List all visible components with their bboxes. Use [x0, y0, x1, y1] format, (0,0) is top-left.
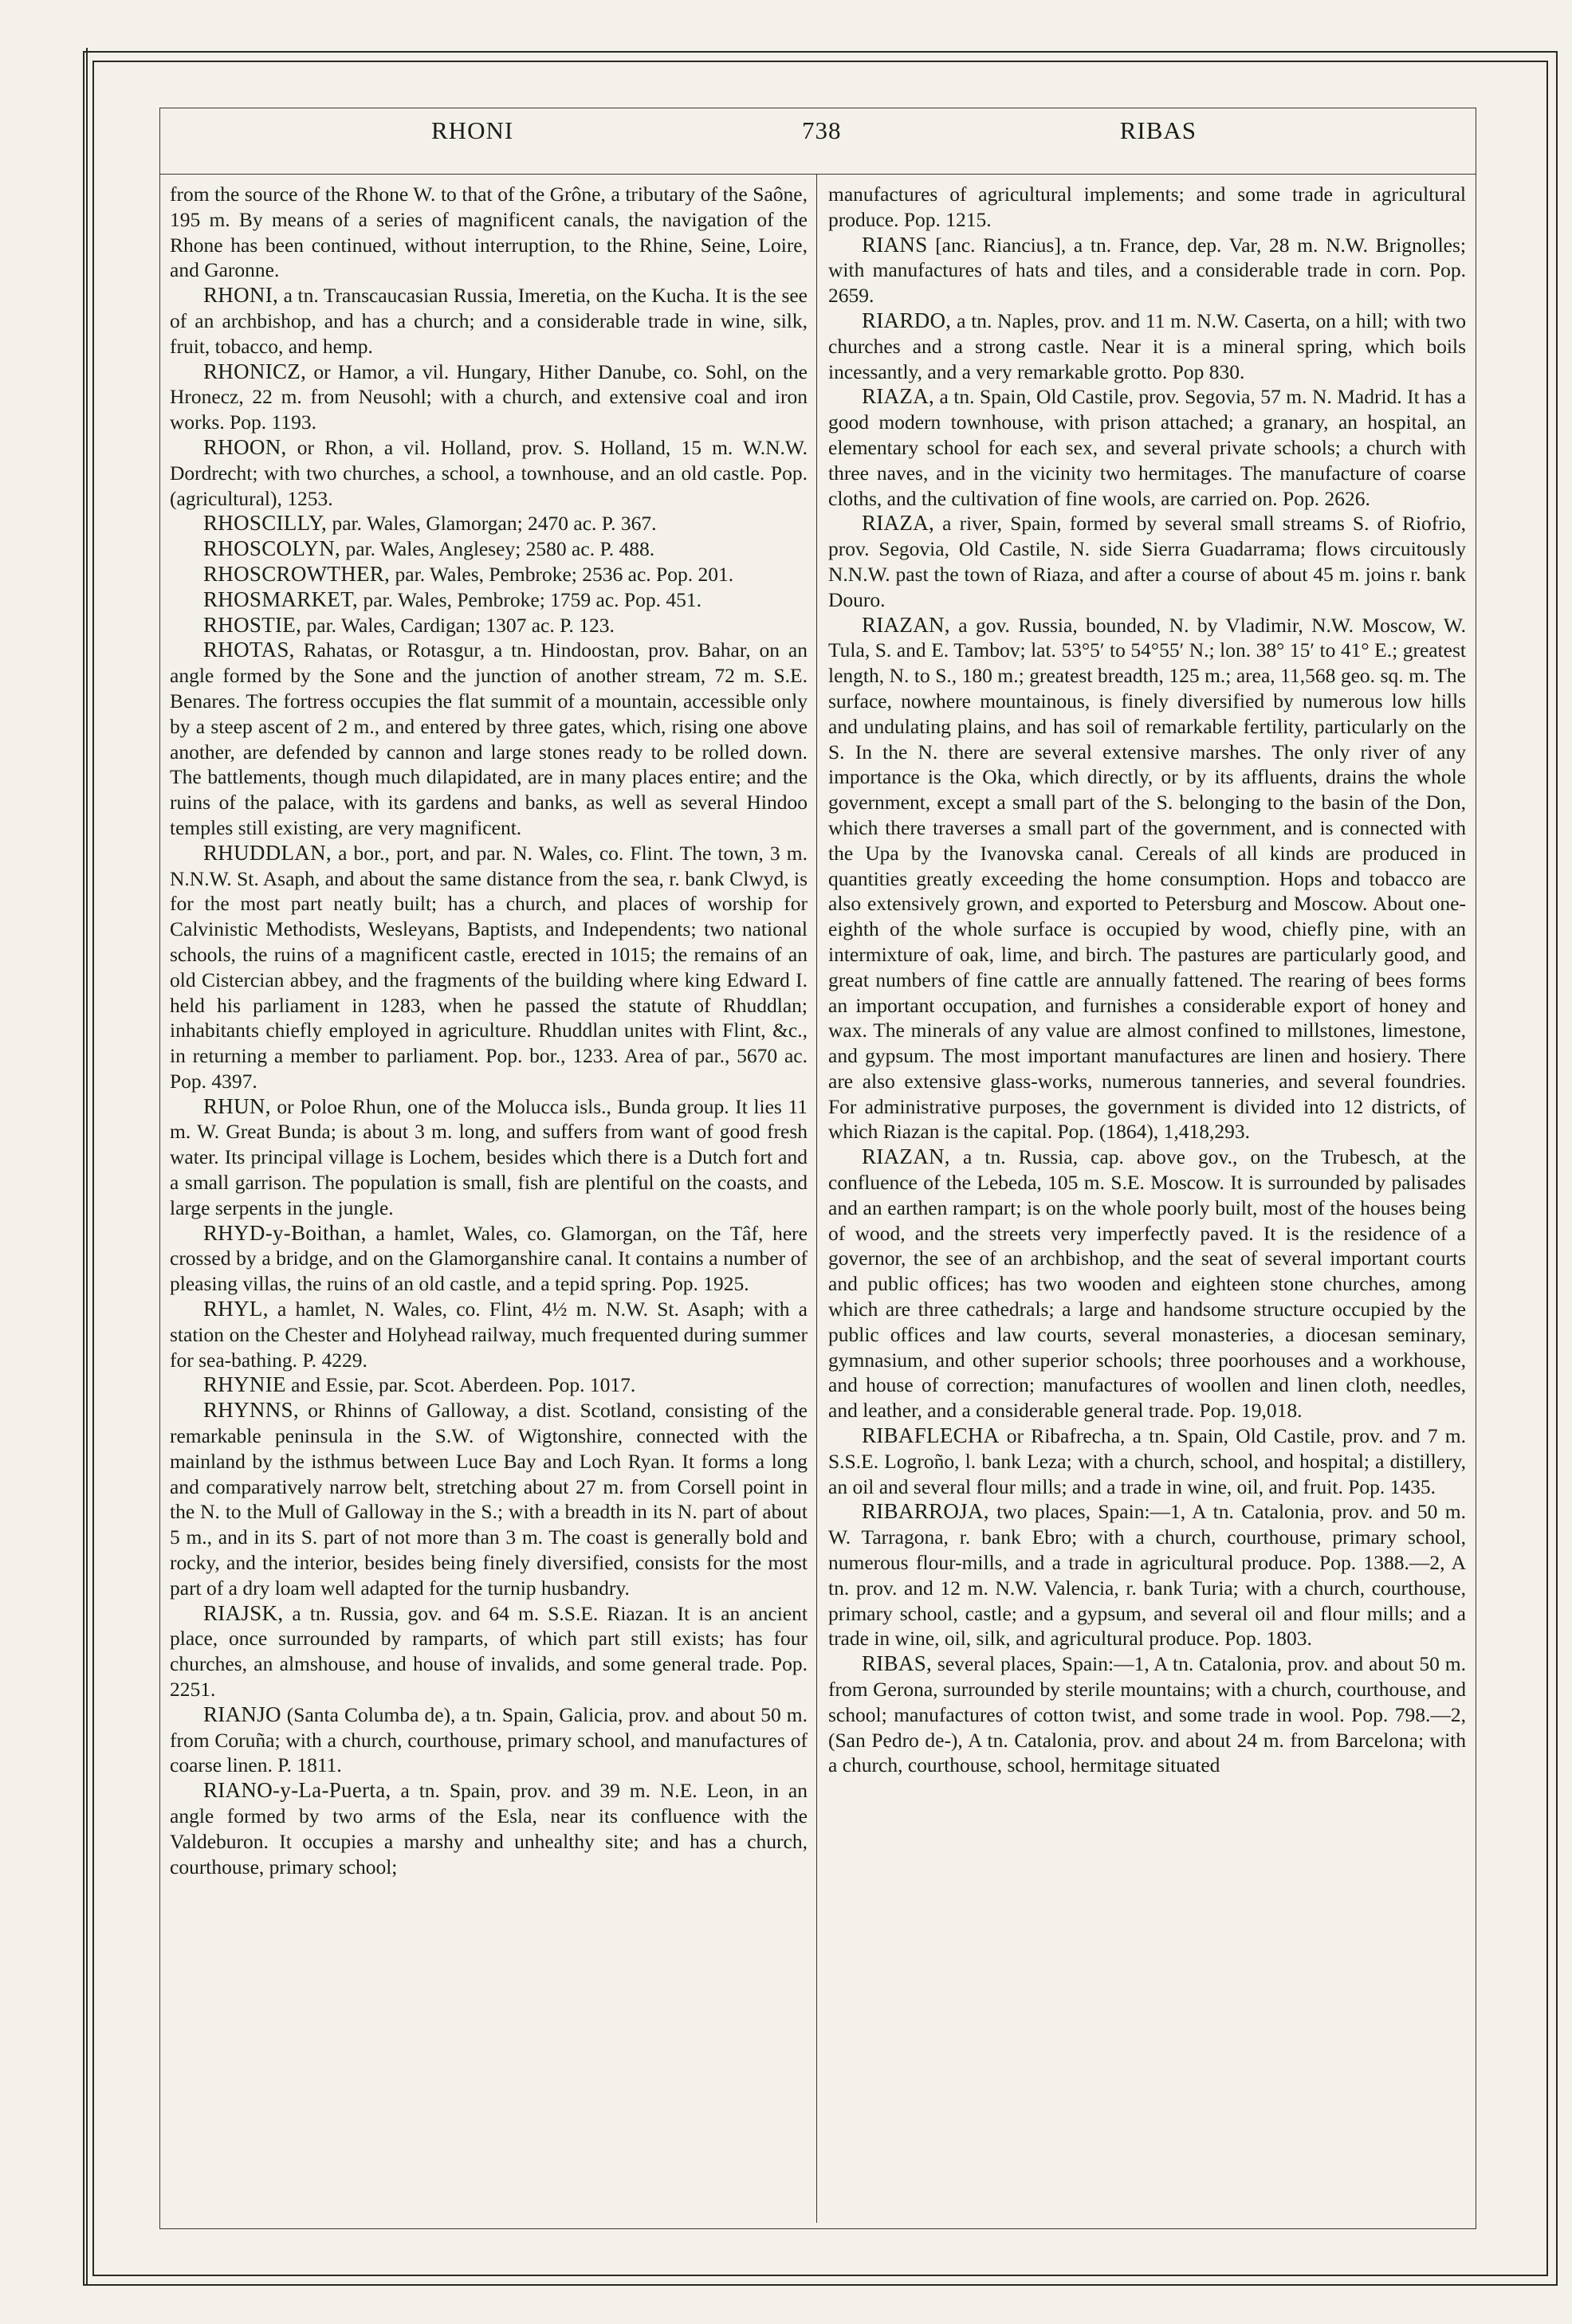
entry-text: a tn. Naples, prov. and 11 m. N.W. Caserta, on a hill; with two churches and a strong castle. Near it is a mineral spring, which boils incessantly, and a very remarkable grotto. Pop 830. [828, 308, 1466, 383]
entry-headword: RHOSCOLYN, [203, 536, 341, 561]
entry-text: Rahatas, or Rotasgur, a tn. Hindoostan, prov. Bahar, on an angle formed by the Sone and the junction of another stream, 72 m. S.E. Benares. The fortress occupies the flat summit of a mountain, accessible only by a steep ascent of 2 m., and entered by three gates, which, rising one above another, are defended by cannon and large stones ready to be rolled down. The battlements, though much dilapidated, are in many places entire; and the ruins of the palace, with its gardens and banks, as well as several Hindoo temples still existing, are very magnificent. [170, 638, 808, 839]
entry-text: or Ribafrecha, a tn. Spain, Old Castile, prov. and 7 m. S.S.E. Logroño, l. bank Leza; with a church, school, and hospital; a distillery, an oil and several flour mills; and a trade in wine, oil, and fruit. Pop. 1435. [828, 1424, 1466, 1498]
page-number: 738 [802, 116, 842, 144]
gazetteer-entry [170, 1778, 808, 1879]
entry-text: par. Wales, Glamorgan; 2470 ac. P. 367. [327, 512, 657, 536]
gazetteer-entry [170, 283, 808, 359]
entry-text: (Santa Columba de), a tn. Spain, Galicia, prov. and about 50 m. from Coruña; with a church, courthouse, primary school, and manufactures of coarse linen. P. 1811. [170, 1702, 808, 1777]
entry-text: or Hamor, a vil. Hungary, Hither Danube, co. Sohl, on the Hronecz, 22 m. from Neusohl; with a church, and extensive coal and iron works. Pop. 1193. [170, 359, 808, 434]
gazetteer-entry [828, 511, 1466, 612]
entry-text: several places, Spain:—1, A tn. Catalonia, prov. and about 50 m. from Gerona, surrounded by sterile mountains; with a church, courthouse, and school; manufactures of cotton twist, and some trade in wool. Pop. 798.—2, (San Pedro de-), A tn. Catalonia, prov. and about 24 m. from Barcelona; with a church, courthouse, school, hermitage situated [828, 1652, 1466, 1777]
entry-text: par. Wales, Pembroke; 2536 ac. Pop. 201. [390, 562, 734, 586]
gazetteer-entry [828, 233, 1466, 308]
right-column [828, 182, 1466, 1778]
entry-text: manufactures of agricultural implements; and some trade in agricultural produce. Pop. 1215. [828, 183, 1466, 231]
gazetteer-entry [170, 841, 808, 1094]
gazetteer-entry [170, 1221, 808, 1297]
entry-headword: RHYNIE [203, 1372, 286, 1397]
entry-text: a hamlet, N. Wales, co. Flint, 4½ m. N.W. St. Asaph; with a station on the Chester and Holyhead railway, much frequented during summer for sea-bathing. P. 4229. [170, 1297, 808, 1372]
entry-text: a tn. Russia, gov. and 64 m. S.S.E. Riazan. It is an ancient place, once surrounded by ramparts, of which part still exists; has four churches, an almshouse, and house of invalids, and some general trade. Pop. 2251. [170, 1601, 808, 1702]
header-rule [160, 174, 1476, 175]
gazetteer-entry [170, 511, 808, 536]
left-column [170, 182, 808, 1879]
entry-text: a gov. Russia, bounded, N. by Vladimir, N.W. Moscow, W. Tula, S. and E. Tambov; lat. 53°5′ to 54°55′ N.; lon. 38° 15′ to 41° E.; greatest length, N. to S., 180 m.; greatest breadth, 125 m.; area, 11,568 geo. sq. m. The surface, nowhere mountainous, is finely diversified by numerous low hills and undulating plains, and has soil of remarkable fertility, particularly on the S. In the N. there are several extensive marshes. The only river of any importance is the Oka, which directly, or by its affluents, drains the whole government, except a small part of the S. belonging to the basin of the Don, which there traverses a small part of the government, and is connected with the Upa by the Ivanovska canal. Cereals of all kinds are produced in quantities greatly exceeding the home consumption. Hops and tobacco are also extensively grown, and exported to Petersburg and Moscow. About one-eighth of the whole surface is occupied by wood, chiefly pine, with an intermixture of oak, lime, and birch. The pastures are particularly good, and great numbers of fine cattle are annually fattened. The rearing of bees forms an important occupation, and furnishes a considerable export of honey and wax. The minerals of any value are almost confined to millstones, limestone, and gypsum. The most important manufactures are linen and hosiery. There are also extensive glass-works, numerous tanneries, and several foundries. For administrative purposes, the government is divided into 12 districts, of which Riazan is the capital. Pop. (1864), 1,418,293. [828, 613, 1466, 1144]
gazetteer-entry [828, 1423, 1466, 1499]
entry-text: [anc. Riancius], a tn. France, dep. Var, 28 m. N.W. Brignolles; with manufactures of hats and tiles, and a considerable trade in corn. Pop. 2659. [828, 233, 1466, 308]
entry-headword: RIBARROJA, [862, 1499, 989, 1524]
entry-headword: RHOSTIE, [203, 612, 302, 637]
entry-headword: RHUN, [203, 1093, 271, 1118]
gazetteer-entry [828, 1651, 1466, 1778]
gazetteer-entry [170, 638, 808, 840]
entry-text: a tn. Spain, prov. and 39 m. N.E. Leon, in an angle formed by two arms of the Esla, near its confluence with the Valdeburon. It occupies a marshy and unhealthy site; and has a church, courthouse, primary school; [170, 1779, 808, 1878]
entry-headword: RHYD-y-Boithan, [203, 1220, 367, 1245]
dictionary-page [159, 108, 1476, 2229]
gazetteer-entry [170, 359, 808, 435]
header-right-word: RIBAS [1119, 116, 1197, 144]
entry-headword: RIANJO [203, 1702, 281, 1726]
entry-text: a river, Spain, formed by several small streams S. of Riofrio, prov. Segovia, Old Castile, N. side Sierra Guadarrama; flows circuitously N.N.W. past the town of Riaza, and after a course of about 45 m. joins r. bank Douro. [828, 512, 1466, 611]
entry-headword: RIANO-y-La-Puerta, [203, 1778, 391, 1803]
gazetteer-entry [828, 613, 1466, 1145]
continued-text [828, 182, 1466, 233]
column-separator [816, 175, 817, 2223]
entry-headword: RHUDDLAN, [203, 840, 332, 865]
gazetteer-entry [170, 1601, 808, 1702]
entry-headword: RHOTAS, [203, 638, 295, 662]
entry-headword: RIBAS, [862, 1651, 933, 1676]
entry-headword: RHOSMARKET, [203, 587, 359, 611]
entry-text: par. Wales, Anglesey; 2580 ac. P. 488. [340, 537, 655, 561]
entry-text: two places, Spain:—1, A tn. Catalonia, prov. and 50 m. W. Tarragona, r. bank Ebro; with a church, courthouse, primary school, numerous flour-mills, and a trade in agricultural produce. Pop. 1388.—2, A tn. prov. and 12 m. N.W. Valencia, r. bank Turia; with a church, courthouse, primary school, castle; and a gypsum, and several oil and flour mills; and a trade in wine, oil, silk, and agricultural produce. Pop. 1803. [828, 1500, 1466, 1651]
entry-headword: RIAZA, [862, 384, 935, 409]
gazetteer-entry [170, 1297, 808, 1372]
entry-headword: RIAJSK, [203, 1600, 284, 1625]
gazetteer-entry [170, 536, 808, 562]
gazetteer-entry [170, 1702, 808, 1778]
gazetteer-entry [170, 613, 808, 638]
entry-headword: RHOSCROWTHER, [203, 561, 391, 586]
gazetteer-entry [828, 1499, 1466, 1651]
entry-headword: RHOON, [203, 434, 287, 459]
gazetteer-entry [828, 1144, 1466, 1423]
gazetteer-entry [170, 562, 808, 587]
entry-headword: RHONI, [203, 283, 279, 308]
entry-headword: RIAZAN, [862, 1144, 950, 1169]
entry-text: par. Wales, Cardigan; 1307 ac. P. 123. [301, 613, 615, 637]
entry-headword: RIAZA, [862, 511, 935, 536]
entry-text: a hamlet, Wales, co. Glamorgan, on the Tâf, here crossed by a bridge, and on the Glamorganshire canal. It contains a number of pleasing villas, the ruins of an old castle, and a tepid spring. Pop. 1925. [170, 1221, 808, 1296]
entry-text: or Poloe Rhun, one of the Molucca isls., Bunda group. It lies 11 m. W. Great Bunda; is about 3 m. long, and suffers from want of good fresh water. Its principal village is Lochem, besides which there is a Dutch fort and a small garrison. The population is small, fish are plentiful on the coasts, and large serpents in the jungle. [170, 1094, 808, 1219]
gazetteer-entry [170, 1372, 808, 1398]
gazetteer-entry [170, 435, 808, 511]
entry-text: and Essie, par. Scot. Aberdeen. Pop. 1017. [285, 1373, 636, 1397]
entry-text: par. Wales, Pembroke; 1759 ac. Pop. 451. [358, 587, 702, 611]
entry-text: from the source of the Rhone W. to that of the Grône, a tributary of the Saône, 195 m. By means of a series of magnificent canals, the navigation of the Rhone has been continued, without interruption, to the Rhine, Seine, Loire, and Garonne. [170, 183, 808, 282]
entry-headword: RIARDO, [862, 308, 952, 332]
entry-text: a tn. Transcaucasian Russia, Imeretia, on the Kucha. It is the see of an archbishop, and has a church; and a considerable trade in wine, silk, fruit, tobacco, and hemp. [170, 284, 808, 358]
header-left-word: RHONI [431, 116, 514, 144]
gazetteer-entry [828, 384, 1466, 511]
entry-text: a tn. Spain, Old Castile, prov. Segovia, 57 m. N. Madrid. It has a good modern townhouse, with prison attached; a granary, an hospital, an elementary school for each sex, and several private schools; a church with three naves, and in the vicinity two hermitages. The manufacture of coarse cloths, and the cultivation of fine wools, are carried on. Pop. 2626. [828, 385, 1466, 510]
entry-headword: RHYL, [203, 1297, 269, 1321]
entry-text: or Rhon, a vil. Holland, prov. S. Holland, 15 m. W.N.W. Dordrecht; with two churches, a school, a townhouse, and an old castle. Pop. (agricultural), 1253. [170, 435, 808, 510]
entry-text: a bor., port, and par. N. Wales, co. Flint. The town, 3 m. N.N.W. St. Asaph, and about the same distance from the sea, r. bank Clwyd, is for the most part neatly built; has a church, and places of worship for Calvinistic Methodists, Wesleyans, Baptists, and Independents; two national schools, the ruins of a magnificent castle, erected in 1015; the remains of an old Cistercian abbey, and the fragments of the building where king Edward I. held his parliament in 1283, when he passed the statute of Rhuddlan; inhabitants chiefly employed in agriculture. Rhuddlan unites with Flint, &c., in returning a member to parliament. Pop. bor., 1233. Area of par., 5670 ac. Pop. 4397. [170, 841, 808, 1093]
entry-text: or Rhinns of Galloway, a dist. Scotland, consisting of the remarkable peninsula in the S.W. of Wigtonshire, connected with the mainland by the isthmus between Luce Bay and Loch Ryan. It forms a long and comparatively narrow belt, stretching about 27 m. from Corsell point in the N. to the Mull of Galloway in the S.; with a breadth in its N. part of about 5 m., and in its S. part of not more than 3 m. The coast is generally bold and rocky, and the interior, besides being finely diversified, consists for the most part of a dry loam well adapted for the turnip husbandry. [170, 1399, 808, 1600]
entry-headword: RHONICZ, [203, 359, 307, 383]
entry-headword: RIBAFLECHA [862, 1423, 1000, 1448]
continued-text [170, 182, 808, 283]
gazetteer-entry [170, 1094, 808, 1221]
entry-headword: RHOSCILLY, [203, 511, 328, 536]
gazetteer-entry [170, 1398, 808, 1600]
running-header [160, 108, 1476, 159]
entry-headword: RIAZAN, [862, 612, 950, 637]
entry-headword: RHYNNS, [203, 1398, 299, 1423]
entry-headword: RIANS [862, 232, 928, 257]
gazetteer-entry [828, 308, 1466, 384]
entry-text: a tn. Russia, cap. above gov., on the Trubesch, at the confluence of the Lebeda, 105 m. S.E. Moscow. It is surrounded by palisades and an earthen rampart; is on the whole poorly built, most of the houses being of wood, and the streets very imperfectly paved. It is the residence of a governor, the see of an archbishop, and the seat of several important courts and public offices; has two wooden and eighteen stone churches, among which are three cathedrals; a large and handsome structure occupied by the public offices and law courts, several monasteries, a diocesan seminary, gymnasium, and other superior schools; three poorhouses and a workhouse, and house of correction; manufactures of woollen and linen cloth, needles, and leather, and a considerable general trade. Pop. 19,018. [828, 1145, 1466, 1423]
gazetteer-entry [170, 587, 808, 613]
